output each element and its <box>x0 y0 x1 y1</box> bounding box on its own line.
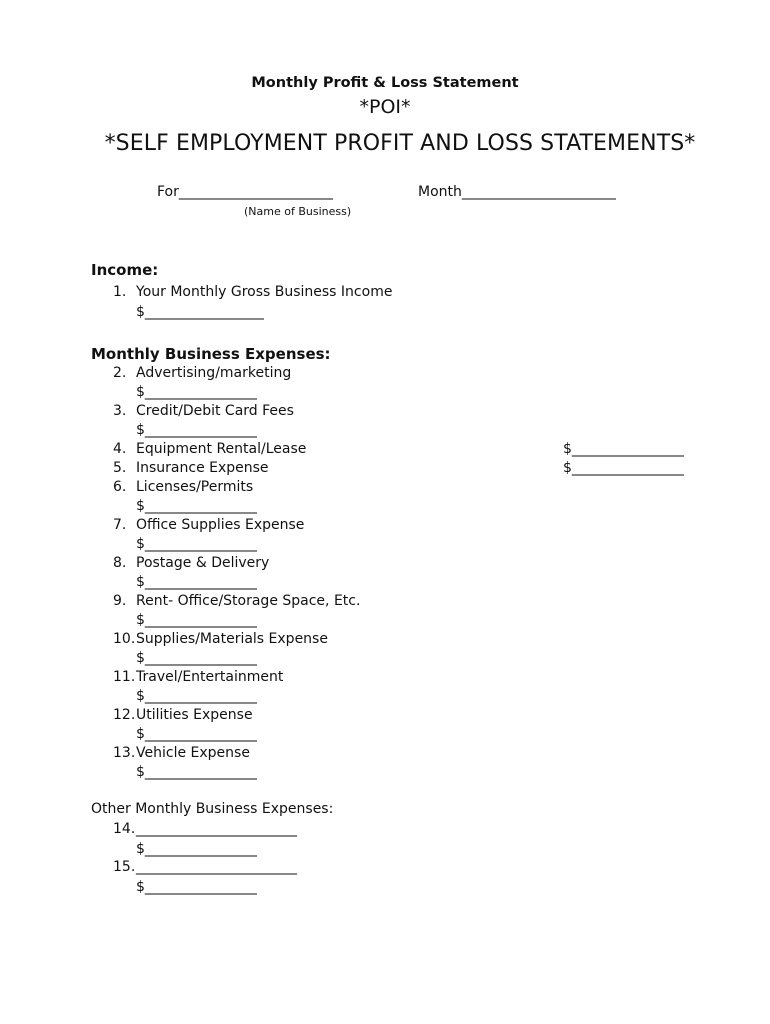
other-expense-number: 14. <box>113 821 136 837</box>
expense-number: 9. <box>113 593 127 609</box>
expense-amount-field[interactable]: $________________ <box>136 384 257 400</box>
other-expense-number: 15. <box>113 859 136 875</box>
expense-label-postage: Postage & Delivery <box>136 555 270 571</box>
expense-label-vehicle: Vehicle Expense <box>136 745 250 761</box>
other-expense-name-field[interactable]: _______________________ <box>136 821 297 837</box>
poi-label: *POI* <box>359 96 411 118</box>
business-name-field[interactable]: For______________________ <box>157 184 333 200</box>
expense-amount-field[interactable]: $________________ <box>136 612 257 628</box>
expense-number: 8. <box>113 555 127 571</box>
expense-amount-field[interactable]: $________________ <box>136 688 257 704</box>
expense-number: 7. <box>113 517 127 533</box>
expense-amount-field[interactable]: $________________ <box>136 536 257 552</box>
income-heading: Income: <box>91 261 159 279</box>
other-expense-amount-field[interactable]: $________________ <box>136 841 257 857</box>
expense-label-advertising: Advertising/marketing <box>136 365 292 381</box>
expense-label-card-fees: Credit/Debit Card Fees <box>136 403 294 419</box>
expense-amount-field-insurance[interactable]: $________________ <box>563 460 684 476</box>
income-label: Your Monthly Gross Business Income <box>136 284 393 300</box>
income-number: 1. <box>113 284 127 300</box>
expense-amount-field[interactable]: $________________ <box>136 574 257 590</box>
expense-label-supplies: Supplies/Materials Expense <box>136 631 328 647</box>
expense-number: 11. <box>113 669 136 685</box>
expense-label-office-supplies: Office Supplies Expense <box>136 517 305 533</box>
expense-number: 10. <box>113 631 136 647</box>
expense-amount-field[interactable]: $________________ <box>136 422 257 438</box>
other-expense-name-field[interactable]: _______________________ <box>136 859 297 875</box>
business-name-hint: (Name of Business) <box>244 205 352 218</box>
form-title: Monthly Profit & Loss Statement <box>251 75 519 91</box>
expense-label-rent: Rent- Office/Storage Space, Etc. <box>136 593 361 609</box>
expense-number: 5. <box>113 460 127 476</box>
expense-label-utilities: Utilities Expense <box>136 707 253 723</box>
other-expenses-heading: Other Monthly Business Expenses: <box>91 801 334 817</box>
expense-number: 12. <box>113 707 136 723</box>
expense-number: 2. <box>113 365 127 381</box>
expense-number: 6. <box>113 479 127 495</box>
main-title: *SELF EMPLOYMENT PROFIT AND LOSS STATEMENTS* <box>104 131 696 156</box>
income-amount-field[interactable]: $_________________ <box>136 304 264 320</box>
expense-number: 4. <box>113 441 127 457</box>
expense-label-travel: Travel/Entertainment <box>136 669 284 685</box>
expense-number: 13. <box>113 745 136 761</box>
expense-amount-field-equipment[interactable]: $________________ <box>563 441 684 457</box>
expense-amount-field[interactable]: $________________ <box>136 764 257 780</box>
other-expense-amount-field[interactable]: $________________ <box>136 879 257 895</box>
expense-label-insurance: Insurance Expense <box>136 460 269 476</box>
expense-number: 3. <box>113 403 127 419</box>
expense-amount-field[interactable]: $________________ <box>136 498 257 514</box>
expense-amount-field[interactable]: $________________ <box>136 650 257 666</box>
month-field[interactable]: Month______________________ <box>418 184 616 200</box>
expense-amount-field[interactable]: $________________ <box>136 726 257 742</box>
expense-label-equipment: Equipment Rental/Lease <box>136 441 307 457</box>
expense-label-licenses: Licenses/Permits <box>136 479 254 495</box>
expenses-heading: Monthly Business Expenses: <box>91 345 331 363</box>
